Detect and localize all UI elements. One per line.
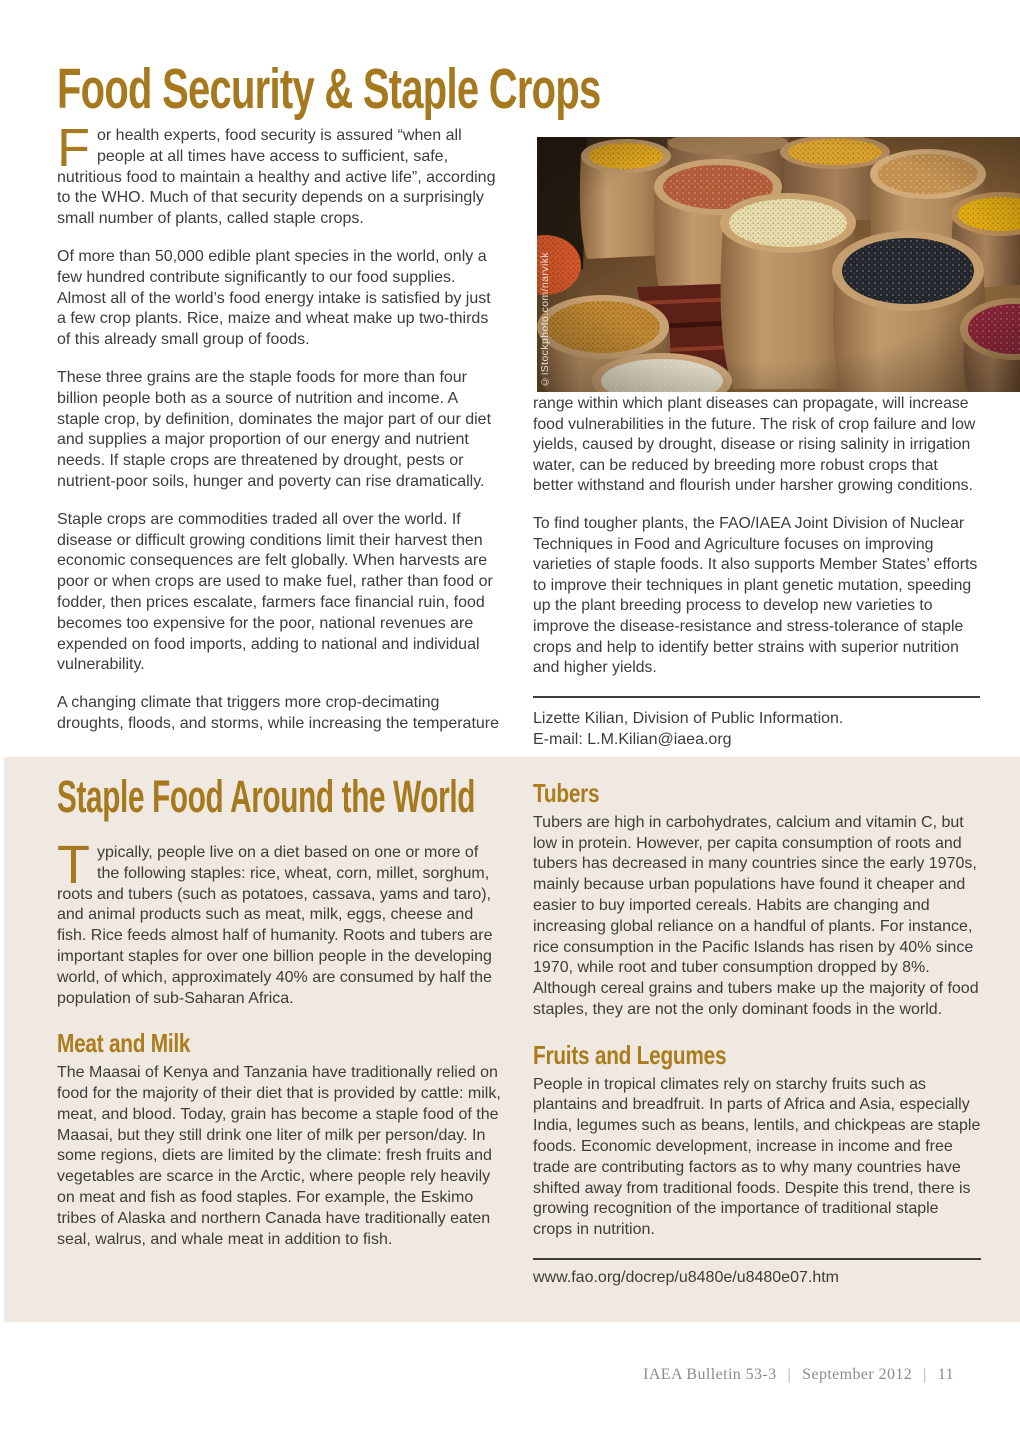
- paragraph: Staple crops are commodities traded all over the world. If disease or difficult growing conditions limit their harvest then economic consequences are felt globally. When harvests are poor or when crops are used to make fuel, rather than food or fodder, then prices escalate, farmers face financial ruin, food becomes too expensive for the poor, national revenues are expended on food imports, adding to national and individual vulnerability.: [57, 510, 493, 674]
- source-url: www.fao.org/docrep/u8480e/u8480e07.htm: [533, 1268, 839, 1286]
- subheading-tubers: Tubers: [533, 778, 600, 808]
- footer-publication: IAEA Bulletin 53-3: [643, 1366, 777, 1383]
- article2-left-column: [57, 835, 502, 1267]
- paragraph: [57, 118, 500, 230]
- paragraph: range within which plant diseases can propagate, will increase food vulnerabilities in the future. The risk of crop failure and low yields, caused by drought, disease or rising salinity in irrigation water, can be reduced by breeding more robust crops that better withstand and flourish under harsher growing conditions.: [533, 395, 976, 495]
- byline: [533, 708, 980, 750]
- dropcap-letter: T: [57, 835, 90, 895]
- paragraph: To find tougher plants, the FAO/IAEA Joint Division of Nuclear Techniques in Food and Agriculture focuses on improving varieties of staple foods. It also supports Member States’ efforts to improve their techniques in plant genetic mutation, speeding up the plant breeding process to develop new varieties to improve the disease-resistance and stress-tolerance of staple crops and help to identify better strains with superior nutrition and higher yields.: [533, 514, 978, 677]
- article1-right-column: [533, 394, 980, 750]
- staple-crops-photo: [537, 137, 1020, 392]
- paragraph-text: or health experts, food security is assured “when all people at all times have access to sufficient, safe, nutritious food to maintain a healthy and active life”, according to the WHO. Much of that security depends on a surprisingly small number of plants, called staple crops.: [57, 127, 496, 228]
- photo-credit: ©iStockphoto.com/narvikk: [539, 251, 551, 387]
- paragraph: [57, 835, 502, 1009]
- sacks-of-grains-illustration: [537, 137, 1020, 392]
- paragraph-text: ypically, people live on a diet based on one or more of the following staples: rice, wheat, corn, millet, sorghum, roots and tubers (such as potatoes, cassava, yams and taro), and animal products such as meat, milk, eggs, cheese and fish. Rice feeds almost half of humanity. Roots and tubers are important staples for over one billion people in the developing world, of which, approximately 40% are consumed by half the population of sub-Saharan Africa.: [57, 844, 493, 1007]
- byline-email: E-mail: L.M.Kilian@iaea.org: [533, 730, 732, 748]
- article2-section: [4, 757, 1020, 1322]
- paragraph: The Maasai of Kenya and Tanzania have traditionally relied on food for the majority of their diet that is provided by cattle: milk, meat, and blood. Today, grain has become a staple food of the Maasai, but they still drink one liter of milk per person/day. In some regions, diets are limited by the climate: fresh fruits and vegetables are scarce in the Arctic, where people rely heavily on meat and fish as food staples. For example, the Eskimo tribes of Alaska and northern Canada have traditionally eaten seal, walrus, and whale meat in addition to fish.: [57, 1064, 501, 1248]
- subheading-meat-and-milk: Meat and Milk: [57, 1028, 191, 1059]
- footer-date: September 2012: [802, 1366, 913, 1383]
- source-rule: [533, 1258, 981, 1260]
- footer-separator: |: [923, 1366, 927, 1383]
- article1-title: Food Security & Staple Crops: [57, 57, 601, 121]
- footer-separator: |: [787, 1366, 792, 1383]
- byline-rule: [533, 696, 980, 698]
- dropcap-letter: F: [57, 118, 90, 178]
- paragraph: A changing climate that triggers more crop-decimating droughts, floods, and storms, while increasing the temperature: [57, 694, 500, 732]
- article2-right-column: [533, 778, 981, 1306]
- paragraph: These three grains are the staple foods for more than four billion people both as a source of nutrition and income. A staple crop, by definition, dominates the major part of our diet and supplies a major proportion of our energy and nutrient needs. If staple crops are threatened by drought, pests or nutrient-poor soils, hunger and poverty can rise dramatically.: [57, 368, 492, 490]
- article2-title: Staple Food Around the World: [57, 771, 476, 822]
- footer-page-number: 11: [937, 1366, 954, 1383]
- paragraph: Tubers are high in carbohydrates, calcium and vitamin C, but low in protein. However, per capita consumption of roots and tubers has decreased in many countries since the early 1970s, mainly because urban populations have found it cheaper and easier to buy imported cereals. Habits are changing and increasing global reliance on a handful of plants. For instance, rice consumption in the Pacific Islands has risen by 40% since 1970, while root and tuber consumption dropped by 8%. Although cereal grains and tubers make up the majority of food staples, they are not the only dominant foods in the world.: [533, 813, 979, 1018]
- byline-author: Lizette Kilian, Division of Public Information.: [533, 709, 844, 727]
- article1-left-column: [57, 118, 500, 752]
- subheading-fruits-and-legumes: Fruits and Legumes: [533, 1039, 727, 1070]
- page-footer: [643, 1366, 954, 1384]
- paragraph: People in tropical climates rely on starchy fruits such as plantains and breadfruit. In parts of Africa and Asia, especially India, legumes such as beans, lentils, and chickpeas are staple foods. Economic development, increase in income and free trade are contributing factors as to why many countries have shifted away from traditional foods. Despite this trend, there is growing recognition of the importance of traditional staple crops in nutrition.: [533, 1075, 981, 1239]
- paragraph: Of more than 50,000 edible plant species in the world, only a few hundred contribute significantly to our food supplies. Almost all of the world’s food energy intake is satisfied by just a few crop plants. Rice, maize and wheat make up two-thirds of this already small group of foods.: [57, 247, 491, 349]
